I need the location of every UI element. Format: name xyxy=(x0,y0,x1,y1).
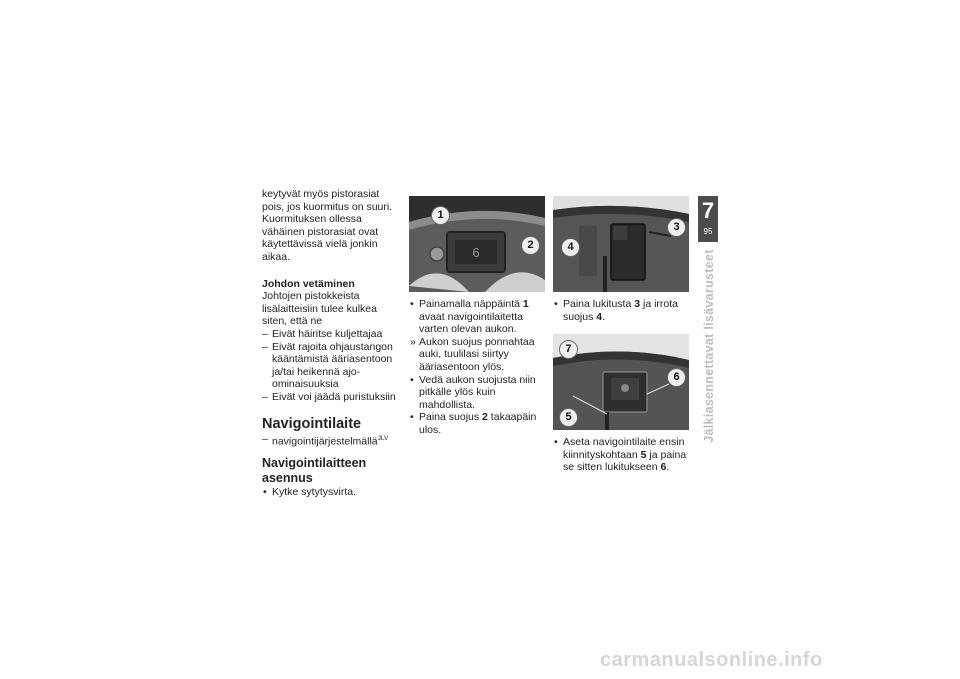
text-column-2 xyxy=(409,196,545,437)
callout-3: 3 xyxy=(667,218,686,237)
cable-heading: Johdon vetäminen xyxy=(262,277,355,290)
chapter-side-title: Jälkiasennettavat lisävarusteet xyxy=(702,249,716,443)
cable-list-item: – Eivät rajoita ohjaustangon kääntämistä ääriasentoon ja/tai heikennä ajo-ominaisuuksia xyxy=(262,341,404,391)
nav-heading: Navigointilaite xyxy=(262,415,362,432)
step-mount: • Aseta navigointilaite ensin kiinnityskohtaan 5 ja paina se sitten lukitukseen 6. xyxy=(553,436,689,474)
step-result: » Aukon suojus ponnahtaa auki, tuulilasi siirtyy ääriasentoon ylös. xyxy=(409,336,545,374)
page-number: 95 xyxy=(703,227,713,236)
svg-text:6: 6 xyxy=(472,245,480,260)
cover-photo xyxy=(553,196,689,292)
callout-6: 6 xyxy=(667,368,686,387)
text-column-3 xyxy=(553,196,689,474)
mount-step: • Kytke sytytysvirta. xyxy=(262,486,404,499)
text-column-1 xyxy=(262,188,404,498)
callout-2: 2 xyxy=(521,236,540,255)
step-press: • Paina suojus 2 takaapäin ulos. xyxy=(409,411,545,436)
cable-paragraph: Johtojen pistokkeista lisälaitteisiin tulee kulkea siten, että ne xyxy=(262,290,377,328)
cable-list-item: – Eivät häiritse kuljettajaa xyxy=(262,328,404,341)
callout-5: 5 xyxy=(559,408,578,427)
step-pull: • Vedä aukon suojusta niin pitkälle ylös kuin mahdollista. xyxy=(409,374,545,412)
callout-7: 7 xyxy=(559,340,578,359)
watermark: carmanualsonline.info xyxy=(600,649,823,671)
chapter-number: 7 xyxy=(701,198,715,223)
step-open: • Painamalla näppäintä 1 avaat navigointilaitetta varten olevan aukon. xyxy=(409,298,545,336)
cable-list-item: – Eivät voi jäädä puristuksiin xyxy=(262,391,404,404)
callout-1: 1 xyxy=(431,206,450,225)
intro-paragraph: keytyvät myös pistorasiat pois, jos kuormitus on suuri. Kuormituksen ollessa vähäinen pistorasiat ovat käytettävissä vielä jonkin aikaa. xyxy=(262,188,393,263)
dashboard-photo xyxy=(409,196,545,292)
mount-heading: Navigointilaitteen asennus xyxy=(262,455,367,485)
callout-4: 4 xyxy=(561,238,580,257)
step-release: • Paina lukitusta 3 ja irrota suojus 4. xyxy=(553,298,689,323)
nav-list-item: – navigointijärjestelmällä$^{JLV}$ xyxy=(262,433,404,448)
mount-photo xyxy=(553,334,689,430)
chapter-tab xyxy=(698,196,718,242)
